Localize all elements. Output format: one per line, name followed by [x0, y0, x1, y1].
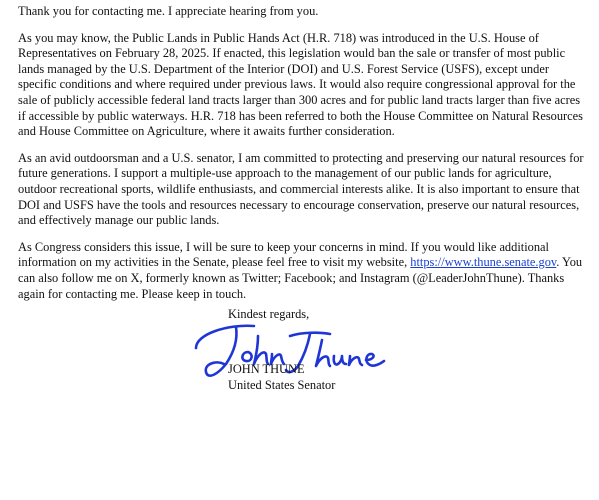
paragraph-public-lands: As an avid outdoorsman and a U.S. senator, I am committed to protecting and preserving our natural resources for future generations. I support a multiple-use approach to the management of our public lands for agriculture, outdoor recreational sports, wildlife enthusiasts, and commercial interests alike. It is also important to ensure that DOI and USFS have the tools and resources necessary to encourage conservation, preserve our natural resources, and effectively manage our public lands.: [18, 150, 584, 228]
paragraph-contact-intro: As Congress considers this issue, I will be sure to keep your concerns in mind. If you would like additional information on my activities in the Senate, please feel free to visit my website,: [18, 239, 549, 270]
paragraph-hr718: As you may know, the Public Lands in Public Hands Act (H.R. 718) was introduced in the U.S. House of Representatives on February 28, 2025. If enacted, this legislation would ban the sale or transfer of most public lands managed by the U.S. Department of the Interior (DOI) and U.S. Forest Service (USFS), except under specific conditions and where required under previous laws. It would also require congressional approval for the sale of publicly accessible federal land tracts larger than 300 acres and for public land tracts larger than five acres if accessible by public waterways. H.R. 718 has been referred to both the House Committee on Natural Resources and House Committee on Agriculture, where it awaits further consideration.: [18, 30, 583, 139]
paragraph-contact: [18, 240, 584, 302]
greeting-paragraph: Thank you for contacting me. I appreciate hearing from you.: [18, 4, 319, 18]
signer-name: JOHN THUNE: [228, 362, 305, 376]
signer-block: [228, 362, 335, 393]
closing-line: Kindest regards,: [228, 307, 310, 321]
signer-title: United States Senator: [228, 377, 336, 392]
website-link[interactable]: https://www.thune.senate.gov: [410, 255, 557, 270]
letter-body: [18, 4, 584, 313]
paragraph-contact-outro: . You can also follow me on X, formerly known as Twitter; Facebook; and Instagram (@LeaderJohnThune). Thanks again for contacting me. Please keep in touch.: [18, 255, 583, 301]
